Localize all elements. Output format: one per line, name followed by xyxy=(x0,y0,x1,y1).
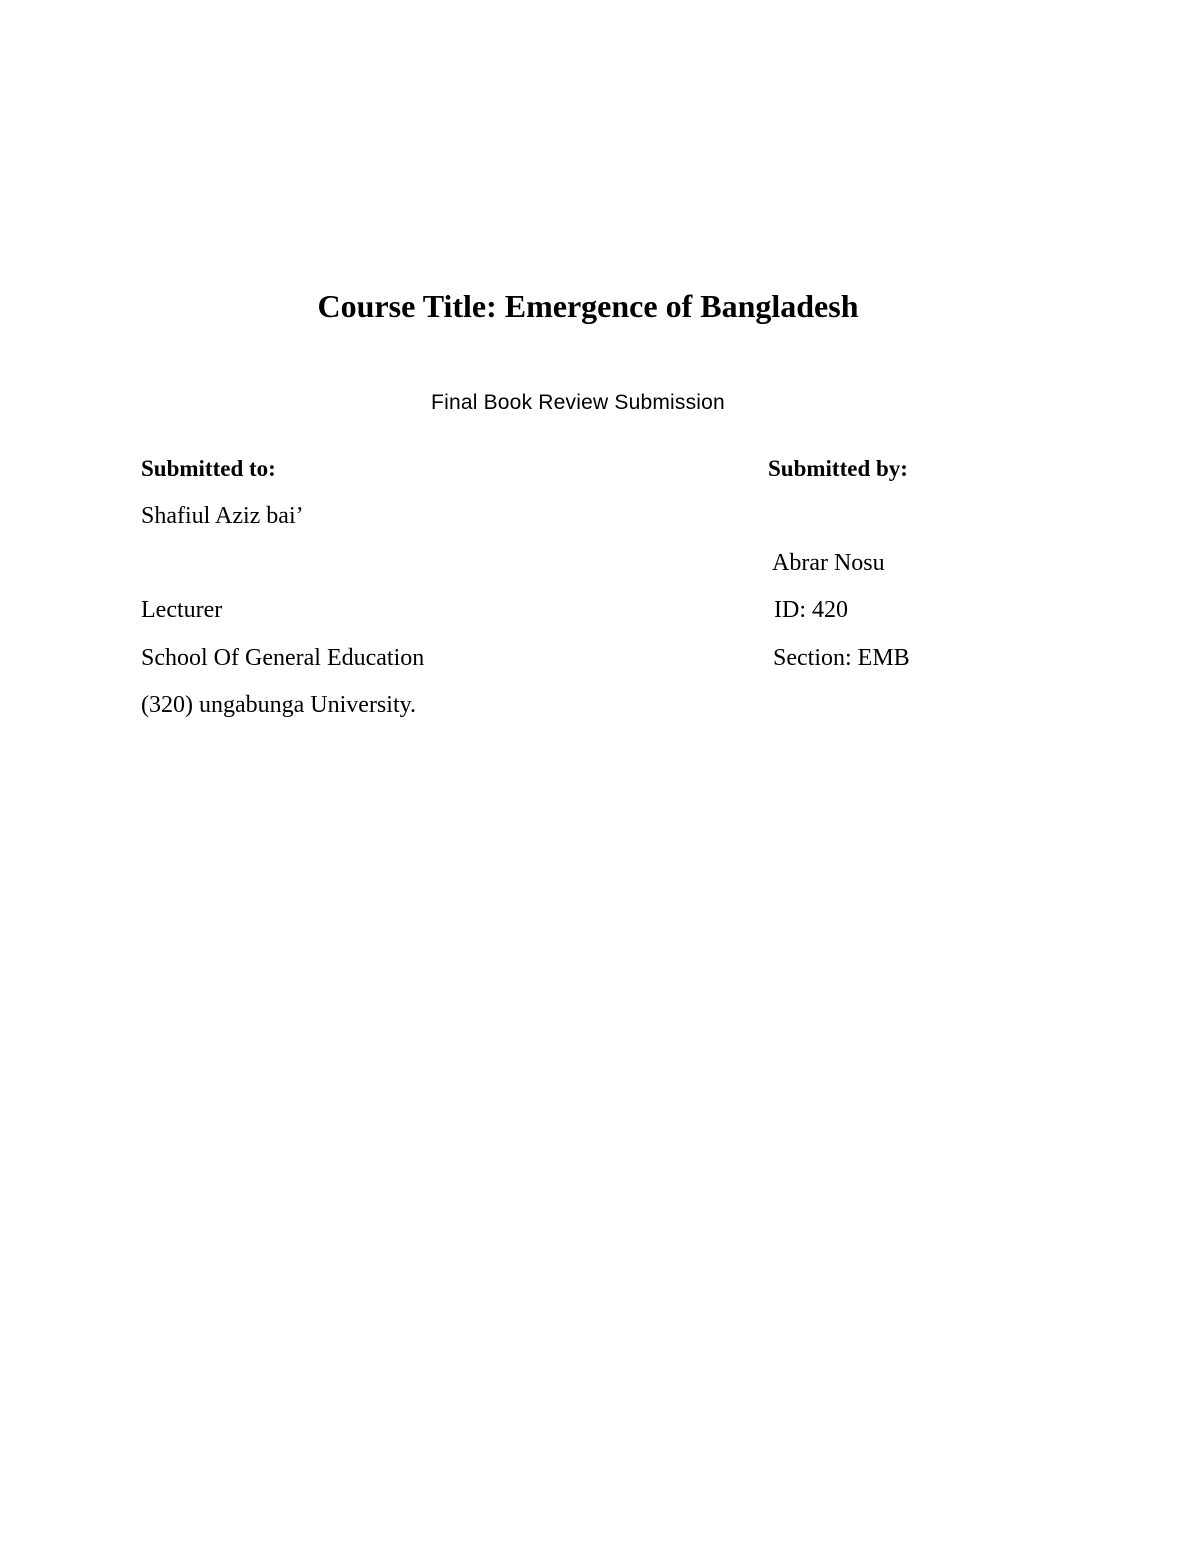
student-section: Section: EMB xyxy=(773,645,910,671)
submitted-by-block xyxy=(768,455,1068,685)
recipient-school: School Of General Education xyxy=(141,645,425,671)
document-subtitle: Final Book Review Submission xyxy=(431,391,725,414)
submitted-to-heading: Submitted to: xyxy=(141,456,276,481)
submitted-to-block xyxy=(141,455,641,735)
student-id: ID: 420 xyxy=(774,597,848,623)
recipient-name: Shafiul Aziz bai’ xyxy=(141,503,304,529)
recipient-university: (320) ungabunga University. xyxy=(141,692,417,718)
submitted-by-heading: Submitted by: xyxy=(768,456,908,481)
recipient-designation: Lecturer xyxy=(141,597,223,623)
student-name: Abrar Nosu xyxy=(772,550,885,576)
course-title: Course Title: Emergence of Bangladesh xyxy=(317,288,859,324)
